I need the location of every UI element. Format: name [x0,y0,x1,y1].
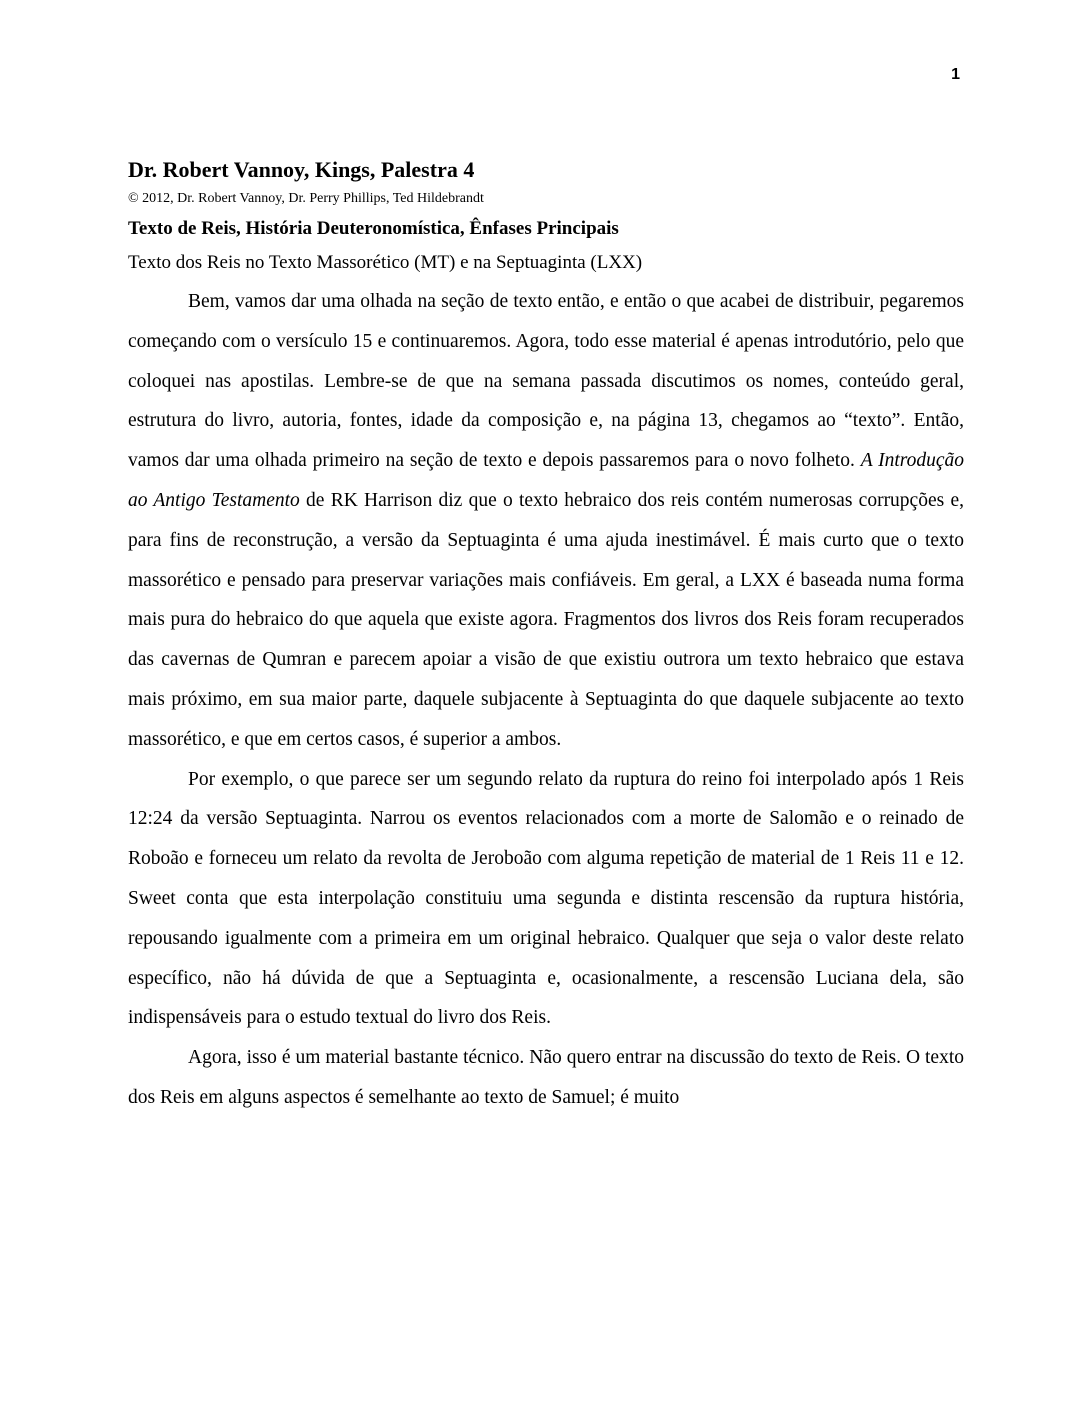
paragraph-1 [128,282,964,760]
paragraph-1-part-b: de RK Harrison diz que o texto hebraico dos reis contém numerosas corrupções e, para fins de reconstrução, a versão da Septuaginta é uma ajuda inestimável. É mais curto que o texto massorético e pensado para preservar variações mais confiáveis. Em geral, a LXX é baseada numa forma mais pura do hebraico do que aquela que existe agora. Fragmentos dos livros dos Reis foram recuperados das cavernas de Qumran e parecem apoiar a visão de que existiu outrora um texto hebraico que estava mais próximo, em sua maior parte, daquele subjacente à Septuaginta do que daquele subjacente ao texto massorético, e que em certos casos, é superior a ambos. [128,489,964,750]
page-number: 1 [951,66,960,83]
book-title-italic: A Introdução ao Antigo Testamento [128,450,965,511]
paragraph-2: Por exemplo, o que parece ser um segundo relato da ruptura do reino foi interpolado após 1 Reis 12:24 da versão Septuaginta. Narrou os eventos relacionados com a morte de Salomão e o reinado de Roboão e forneceu um relato da revolta de Jeroboão com alguma repetição de material de 1 Reis 11 e 12. Sweet conta que esta interpolação constituiu uma segunda e distinta rescensão da ruptura história, repousando igualmente com a primeira em um original hebraico. Qualquer que seja o valor deste relato específico, não há dúvida de que a Septuaginta e, ocasionalmente, a rescensão Luciana dela, são indispensáveis para o estudo textual do livro dos Reis. [128,768,964,1029]
paragraph-3: Agora, isso é um material bastante técnico. Não quero entrar na discussão do texto de Reis. O texto dos Reis em alguns aspectos é semelhante ao texto de Samuel; é muito [128,1047,964,1108]
paragraph-1-part-a: Bem, vamos dar uma olhada na seção de texto então, e então o que acabei de distribuir, pegaremos começando com o versículo 15 e continuaremos. Agora, todo esse material é apenas introdutório, pelo que coloquei nas apostilas. Lembre-se de que na semana passada discutimos os nomes, conteúdo geral, estrutura do livro, autoria, fontes, idade da composição e, na página 13, chegamos ao “texto”. Então, vamos dar uma olhada primeiro na seção de texto e depois passaremos para o novo folheto. [128,291,964,472]
document-title: Dr. Robert Vannoy, Kings, Palestra 4 [128,157,475,182]
section-heading: Texto de Reis, História Deuteronomística, Ênfases Principais [128,218,619,239]
section-subheading: Texto dos Reis no Texto Massorético (MT) e na Septuaginta (LXX) [128,252,643,273]
page-content [128,154,964,1118]
copyright-line: © 2012, Dr. Robert Vannoy, Dr. Perry Phillips, Ted Hildebrandt [128,191,484,206]
